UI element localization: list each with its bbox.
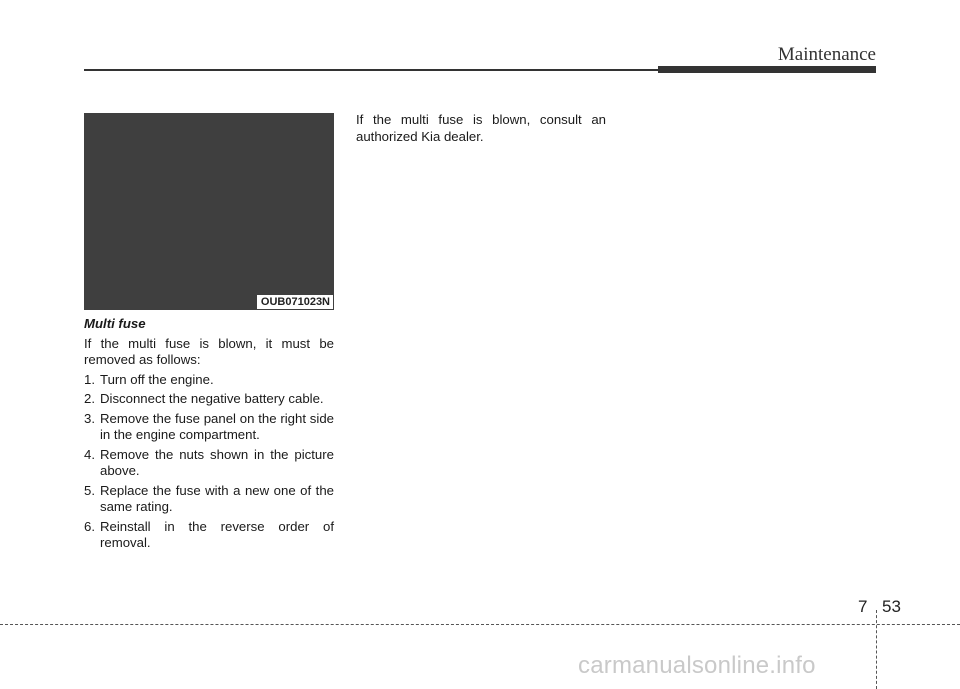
step-text: Replace the fuse with a new one of the same rating. <box>100 482 334 514</box>
page-number: 53 <box>882 597 901 616</box>
list-item <box>84 372 334 389</box>
watermark: carmanualsonline.info <box>578 652 816 679</box>
step-number: 3. <box>84 410 95 426</box>
step-text: Turn off the engine. <box>100 371 214 387</box>
list-item <box>84 391 334 408</box>
step-number: 4. <box>84 446 95 462</box>
step-text: Disconnect the negative battery cable. <box>100 391 324 406</box>
chapter-number: 7 <box>858 597 868 616</box>
list-item <box>84 519 334 552</box>
section-title: Maintenance <box>777 44 876 65</box>
footer-vertical-divider <box>876 610 877 689</box>
left-column <box>84 316 334 555</box>
list-item <box>84 483 334 516</box>
list-item <box>84 411 334 444</box>
figure-code: OUB071023N <box>257 295 333 309</box>
list-item <box>84 447 334 480</box>
step-number: 1. <box>84 371 95 387</box>
multi-fuse-figure <box>84 113 334 310</box>
steps-list <box>84 372 334 552</box>
right-column-paragraph: If the multi fuse is blown, consult an authorized Kia dealer. <box>356 112 606 144</box>
step-text: Reinstall in the reverse order of removal. <box>100 518 334 550</box>
step-text: Remove the nuts shown in the picture above. <box>100 446 334 478</box>
step-number: 6. <box>84 518 95 534</box>
header-rule-accent <box>658 66 876 73</box>
intro-paragraph: If the multi fuse is blown, it must be removed as follows: <box>84 335 334 367</box>
footer-divider <box>0 624 960 625</box>
step-text: Remove the fuse panel on the right side in the engine compartment. <box>100 410 334 442</box>
header-rule <box>84 69 660 71</box>
subheading: Multi fuse <box>84 316 146 331</box>
step-number: 5. <box>84 482 95 498</box>
step-number: 2. <box>84 391 95 406</box>
